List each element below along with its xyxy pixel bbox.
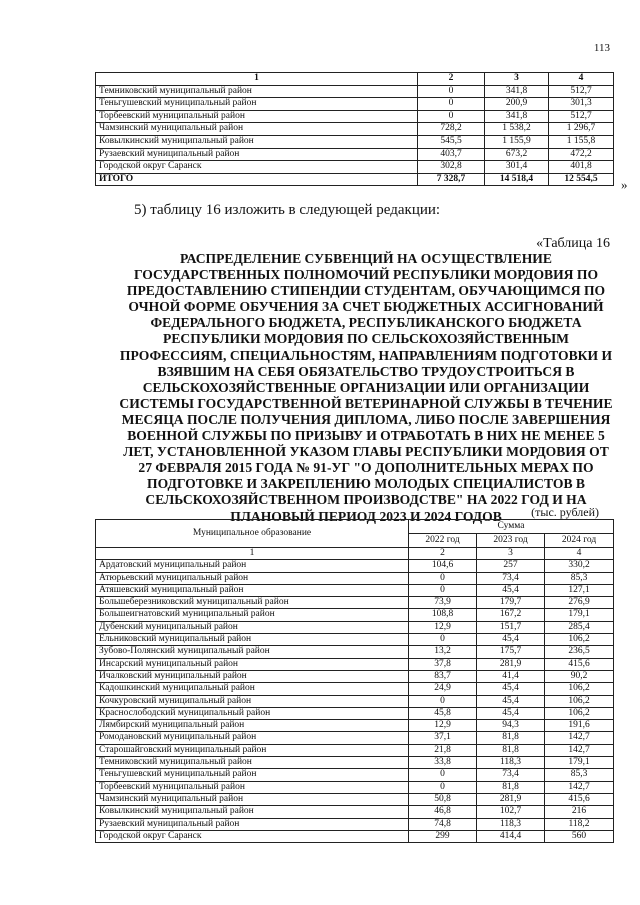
cell-value: 142,7 xyxy=(545,744,614,756)
cell-value: 81,8 xyxy=(477,744,545,756)
table-row xyxy=(96,173,614,186)
cell-value: 7 328,7 xyxy=(418,173,485,186)
table-row xyxy=(96,634,614,646)
cell-value: 73,9 xyxy=(409,597,477,609)
cell-value: 90,2 xyxy=(545,670,614,682)
cell-municipality: Теньгушевский муниципальный район xyxy=(96,98,418,111)
cell-value: 108,8 xyxy=(409,609,477,621)
cell-value: 142,7 xyxy=(545,781,614,793)
col-number: 4 xyxy=(545,548,614,560)
cell-value: 1 155,8 xyxy=(549,135,614,148)
cell-municipality: Кадошкинский муниципальный район xyxy=(96,683,409,695)
table-label: «Таблица 16 xyxy=(536,236,610,251)
cell-municipality: Лямбирский муниципальный район xyxy=(96,720,409,732)
cell-value: 1 296,7 xyxy=(549,123,614,136)
cell-municipality: Чамзинский муниципальный район xyxy=(96,123,418,136)
cell-value: 403,7 xyxy=(418,148,485,161)
cell-value: 512,7 xyxy=(549,85,614,98)
table-row xyxy=(96,572,614,584)
cell-municipality: Торбеевский муниципальный район xyxy=(96,110,418,123)
cell-municipality: Ромодановский муниципальный район xyxy=(96,732,409,744)
table-row xyxy=(96,123,614,136)
cell-value: 200,9 xyxy=(485,98,549,111)
cell-value: 37,8 xyxy=(409,658,477,670)
cell-value: 167,2 xyxy=(477,609,545,621)
table-row xyxy=(96,658,614,670)
cell-value: 0 xyxy=(409,781,477,793)
cell-municipality: ИТОГО xyxy=(96,173,418,186)
col-number: 2 xyxy=(409,548,477,560)
cell-value: 299 xyxy=(409,830,477,842)
cell-value: 73,4 xyxy=(477,572,545,584)
cell-municipality: Городской округ Саранск xyxy=(96,161,418,174)
header-sum: Сумма xyxy=(409,520,614,534)
cell-value: 281,9 xyxy=(477,793,545,805)
cell-value: 401,8 xyxy=(549,161,614,174)
table-row xyxy=(96,135,614,148)
cell-value: 512,7 xyxy=(549,110,614,123)
cell-value: 0 xyxy=(418,85,485,98)
cell-value: 1 538,2 xyxy=(485,123,549,136)
cell-municipality: Инсарский муниципальный район xyxy=(96,658,409,670)
table-row xyxy=(96,757,614,769)
table-row xyxy=(96,85,614,98)
cell-municipality: Темниковский муниципальный район xyxy=(96,757,409,769)
cell-value: 302,8 xyxy=(418,161,485,174)
cell-value: 179,1 xyxy=(545,609,614,621)
cell-value: 175,7 xyxy=(477,646,545,658)
cell-value: 216 xyxy=(545,806,614,818)
cell-value: 1 155,9 xyxy=(485,135,549,148)
cell-value: 50,8 xyxy=(409,793,477,805)
cell-value: 545,5 xyxy=(418,135,485,148)
cell-value: 127,1 xyxy=(545,584,614,596)
table-row xyxy=(96,769,614,781)
cell-value: 118,2 xyxy=(545,818,614,830)
header-year: 2022 год xyxy=(409,534,477,548)
table-row xyxy=(96,584,614,596)
cell-value: 45,8 xyxy=(409,707,477,719)
cell-value: 0 xyxy=(418,110,485,123)
cell-value: 104,6 xyxy=(409,560,477,572)
col-number: 3 xyxy=(485,73,549,86)
table-row xyxy=(96,683,614,695)
table-row xyxy=(96,707,614,719)
table-row xyxy=(96,806,614,818)
cell-value: 45,4 xyxy=(477,634,545,646)
cell-value: 12,9 xyxy=(409,720,477,732)
header-year: 2024 год xyxy=(545,534,614,548)
table-row xyxy=(96,621,614,633)
cell-value: 118,3 xyxy=(477,757,545,769)
cell-value: 179,7 xyxy=(477,597,545,609)
cell-value: 45,4 xyxy=(477,584,545,596)
cell-value: 12,9 xyxy=(409,621,477,633)
table-row xyxy=(96,695,614,707)
cell-value: 102,7 xyxy=(477,806,545,818)
table-row xyxy=(96,793,614,805)
cell-value: 0 xyxy=(418,98,485,111)
previous-table xyxy=(95,72,614,186)
table-row xyxy=(96,646,614,658)
cell-value: 83,7 xyxy=(409,670,477,682)
cell-municipality: Краснослободский муниципальный район xyxy=(96,707,409,719)
table-row xyxy=(96,161,614,174)
table-row xyxy=(96,560,614,572)
table-row xyxy=(96,73,614,86)
page-number: 113 xyxy=(593,42,610,54)
table-row xyxy=(96,720,614,732)
cell-municipality: Дубенский муниципальный район xyxy=(96,621,409,633)
cell-municipality: Большеигнатовский муниципальный район xyxy=(96,609,409,621)
cell-value: 179,1 xyxy=(545,757,614,769)
cell-municipality: Атюрьевский муниципальный район xyxy=(96,572,409,584)
cell-value: 285,4 xyxy=(545,621,614,633)
cell-value: 45,4 xyxy=(477,707,545,719)
cell-value: 24,9 xyxy=(409,683,477,695)
cell-municipality: Рузаевский муниципальный район xyxy=(96,148,418,161)
table-16 xyxy=(95,519,614,843)
cell-value: 12 554,5 xyxy=(549,173,614,186)
cell-value: 673,2 xyxy=(485,148,549,161)
cell-value: 0 xyxy=(409,769,477,781)
cell-value: 45,4 xyxy=(477,683,545,695)
cell-value: 81,8 xyxy=(477,732,545,744)
header-year: 2023 год xyxy=(477,534,545,548)
cell-value: 106,2 xyxy=(545,683,614,695)
cell-value: 472,2 xyxy=(549,148,614,161)
cell-municipality: Кочкуровский муниципальный район xyxy=(96,695,409,707)
col-number: 4 xyxy=(549,73,614,86)
cell-value: 37,1 xyxy=(409,732,477,744)
cell-value: 415,6 xyxy=(545,658,614,670)
cell-municipality: Темниковский муниципальный район xyxy=(96,85,418,98)
table-row xyxy=(96,98,614,111)
cell-value: 281,9 xyxy=(477,658,545,670)
cell-value: 191,6 xyxy=(545,720,614,732)
cell-municipality: Ковылкинский муниципальный район xyxy=(96,806,409,818)
table-row xyxy=(96,781,614,793)
table-row xyxy=(96,732,614,744)
cell-value: 341,8 xyxy=(485,85,549,98)
col-number: 2 xyxy=(418,73,485,86)
cell-value: 73,4 xyxy=(477,769,545,781)
cell-value: 46,8 xyxy=(409,806,477,818)
table-row xyxy=(96,818,614,830)
cell-municipality: Ельниковский муниципальный район xyxy=(96,634,409,646)
cell-value: 341,8 xyxy=(485,110,549,123)
units-label: (тыс. рублей) xyxy=(531,505,599,519)
cell-value: 106,2 xyxy=(545,695,614,707)
cell-value: 0 xyxy=(409,634,477,646)
col-number: 1 xyxy=(96,548,409,560)
cell-value: 41,4 xyxy=(477,670,545,682)
cell-value: 74,8 xyxy=(409,818,477,830)
cell-value: 85,3 xyxy=(545,572,614,584)
cell-municipality: Теньгушевский муниципальный район xyxy=(96,769,409,781)
cell-value: 142,7 xyxy=(545,732,614,744)
cell-value: 415,6 xyxy=(545,793,614,805)
cell-value: 106,2 xyxy=(545,707,614,719)
cell-municipality: Ковылкинский муниципальный район xyxy=(96,135,418,148)
table-heading: РАСПРЕДЕЛЕНИЕ СУБВЕНЦИЙ НА ОСУЩЕСТВЛЕНИЕ ГОСУДАРСТВЕННЫХ ПОЛНОМОЧИЙ РЕСПУБЛИКИ МОРДОВИЯ ПО ПРЕДОСТАВЛЕНИЮ СТИПЕНДИИ СТУДЕНТАМ, ОБУЧАЮЩИМСЯ ПО ОЧНОЙ ФОРМЕ ОБУЧЕНИЯ ЗА СЧЕТ БЮДЖЕТНЫХ АССИГНОВАНИЙ ФЕДЕРАЛЬНОГО БЮДЖЕТА, РЕСПУБЛИКАНСКОГО БЮДЖЕТА РЕСПУБЛИКИ МОРДОВИЯ ПО СЕЛЬСКОХОЗЯЙСТВЕННЫМ ПРОФЕССИЯМ, СПЕЦИАЛЬНОСТЯМ, НАПРАВЛЕНИЯМ ПОДГОТОВКИ И ВЗЯВШИМ НА СЕБЯ ОБЯЗАТЕЛЬСТВО ТРУДОУСТРОИТЬСЯ В СЕЛЬСКОХОЗЯЙСТВЕННЫЕ ОРГАНИЗАЦИИ ИЛИ ОРГАНИЗАЦИИ СИСТЕМЫ ГОСУДАРСТВЕННОЙ ВЕТЕРИНАРНОЙ СЛУЖБЫ В ТЕЧЕНИЕ МЕСЯЦА ПОСЛЕ ПОЛУЧЕНИЯ ДИПЛОМА, ЛИБО ПОСЛЕ ЗАВЕРШЕНИЯ ВОЕННОЙ СЛУЖБЫ ПО ПРИЗЫВУ И ОТРАБОТАТЬ В НИХ НЕ МЕНЕЕ 5 ЛЕТ, УСТАНОВЛЕННОЙ УКАЗОМ ГЛАВЫ РЕСПУБЛИКИ МОРДОВИЯ ОТ 27 ФЕВРАЛЯ 2015 ГОДА № 91-УГ "О ДОПОЛНИТЕЛЬНЫХ МЕРАХ ПО ПОДГОТОВКЕ И ЗАКРЕПЛЕНИЮ МОЛОДЫХ СПЕЦИАЛИСТОВ В СЕЛЬСКОХОЗЯЙСТВЕННОМ ПРОИЗВОДСТВЕ" НА 2022 ГОД И НА ПЛАНОВЫЙ ПЕРИОД 2023 И 2024 ГОДОВ xyxy=(119,251,613,524)
table-row xyxy=(96,110,614,123)
cell-value: 301,4 xyxy=(485,161,549,174)
cell-value: 560 xyxy=(545,830,614,842)
table-row xyxy=(96,830,614,842)
col-number: 1 xyxy=(96,73,418,86)
cell-value: 0 xyxy=(409,695,477,707)
cell-value: 301,3 xyxy=(549,98,614,111)
cell-municipality: Атяшевский муниципальный район xyxy=(96,584,409,596)
cell-value: 0 xyxy=(409,584,477,596)
cell-value: 81,8 xyxy=(477,781,545,793)
cell-value: 330,2 xyxy=(545,560,614,572)
cell-value: 236,5 xyxy=(545,646,614,658)
instruction-text: 5) таблицу 16 изложить в следующей редакции: xyxy=(134,202,441,218)
cell-value: 14 518,4 xyxy=(485,173,549,186)
col-number: 3 xyxy=(477,548,545,560)
table-row xyxy=(96,744,614,756)
cell-municipality: Старошайговский муниципальный район xyxy=(96,744,409,756)
cell-municipality: Городской округ Саранск xyxy=(96,830,409,842)
cell-value: 106,2 xyxy=(545,634,614,646)
cell-value: 414,4 xyxy=(477,830,545,842)
cell-value: 151,7 xyxy=(477,621,545,633)
cell-value: 94,3 xyxy=(477,720,545,732)
cell-value: 0 xyxy=(409,572,477,584)
cell-municipality: Ардатовский муниципальный район xyxy=(96,560,409,572)
table-row xyxy=(96,609,614,621)
cell-value: 85,3 xyxy=(545,769,614,781)
cell-value: 13,2 xyxy=(409,646,477,658)
cell-municipality: Чамзинский муниципальный район xyxy=(96,793,409,805)
cell-value: 728,2 xyxy=(418,123,485,136)
header-municipality: Муниципальное образование xyxy=(96,520,409,548)
cell-municipality: Рузаевский муниципальный район xyxy=(96,818,409,830)
cell-value: 21,8 xyxy=(409,744,477,756)
closing-quote: » xyxy=(621,177,628,192)
cell-municipality: Большеберезниковский муниципальный район xyxy=(96,597,409,609)
cell-value: 257 xyxy=(477,560,545,572)
cell-municipality: Ичалковский муниципальный район xyxy=(96,670,409,682)
cell-value: 118,3 xyxy=(477,818,545,830)
cell-municipality: Зубово-Полянский муниципальный район xyxy=(96,646,409,658)
cell-value: 45,4 xyxy=(477,695,545,707)
cell-value: 276,9 xyxy=(545,597,614,609)
table-row xyxy=(96,597,614,609)
cell-value: 33,8 xyxy=(409,757,477,769)
cell-municipality: Торбеевский муниципальный район xyxy=(96,781,409,793)
table-row xyxy=(96,148,614,161)
table-row xyxy=(96,670,614,682)
